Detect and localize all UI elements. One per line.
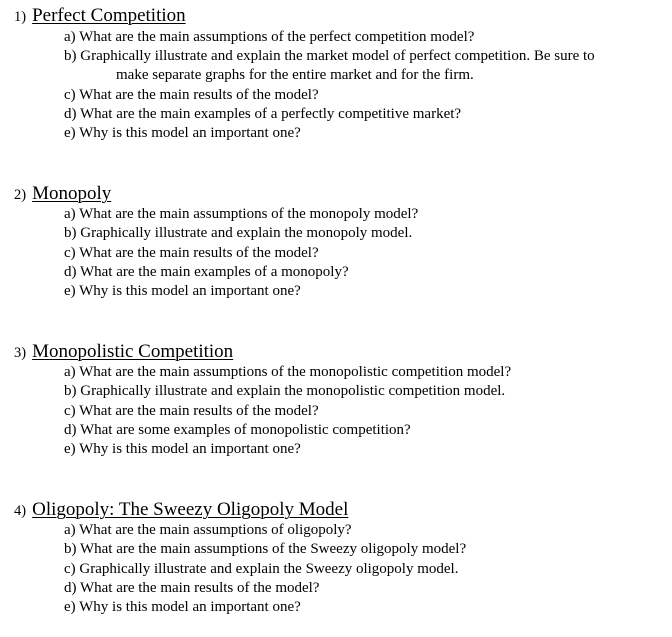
question-item: b) Graphically illustrate and explain the monopoly model. [64,225,413,241]
section-number: 1) [14,9,27,25]
question-item: c) What are the main results of the model? [64,87,319,103]
section-title: Perfect Competition [32,5,186,26]
question-item: e) Why is this model an important one? [64,599,301,615]
question-item: d) What are the main examples of a monopoly? [64,264,349,280]
section-title: Oligopoly: The Sweezy Oligopoly Model [32,499,349,520]
section-number: 4) [14,503,27,519]
section-heading [14,5,186,27]
question-item: a) What are the main assumptions of oligopoly? [64,522,352,538]
question-item: e) Why is this model an important one? [64,125,301,141]
section-heading [14,183,111,205]
question-item: d) What are the main results of the model? [64,580,320,596]
question-item: c) What are the main results of the model? [64,403,319,419]
question-item: e) Why is this model an important one? [64,283,301,299]
question-item: e) Why is this model an important one? [64,441,301,457]
section-heading [14,341,233,363]
question-item: a) What are the main assumptions of the monopolistic competition model? [64,364,512,380]
question-item: d) What are some examples of monopolistic competition? [64,422,411,438]
question-item: a) What are the main assumptions of the monopoly model? [64,206,419,222]
question-item: c) What are the main results of the model? [64,245,319,261]
question-item: c) Graphically illustrate and explain the Sweezy oligopoly model. [64,561,459,577]
section-number: 2) [14,187,27,203]
question-item-continuation: make separate graphs for the entire market and for the firm. [116,67,474,83]
section-number: 3) [14,345,27,361]
question-item: b) Graphically illustrate and explain the market model of perfect competition. Be sure to [64,48,595,64]
question-item: b) What are the main assumptions of the Sweezy oligopoly model? [64,541,467,557]
section-title: Monopolistic Competition [32,341,234,362]
section-title: Monopoly [32,183,112,204]
section-heading [14,499,348,521]
question-item: b) Graphically illustrate and explain the monopolistic competition model. [64,383,506,399]
question-item: a) What are the main assumptions of the perfect competition model? [64,29,475,45]
question-item: d) What are the main examples of a perfectly competitive market? [64,106,462,122]
